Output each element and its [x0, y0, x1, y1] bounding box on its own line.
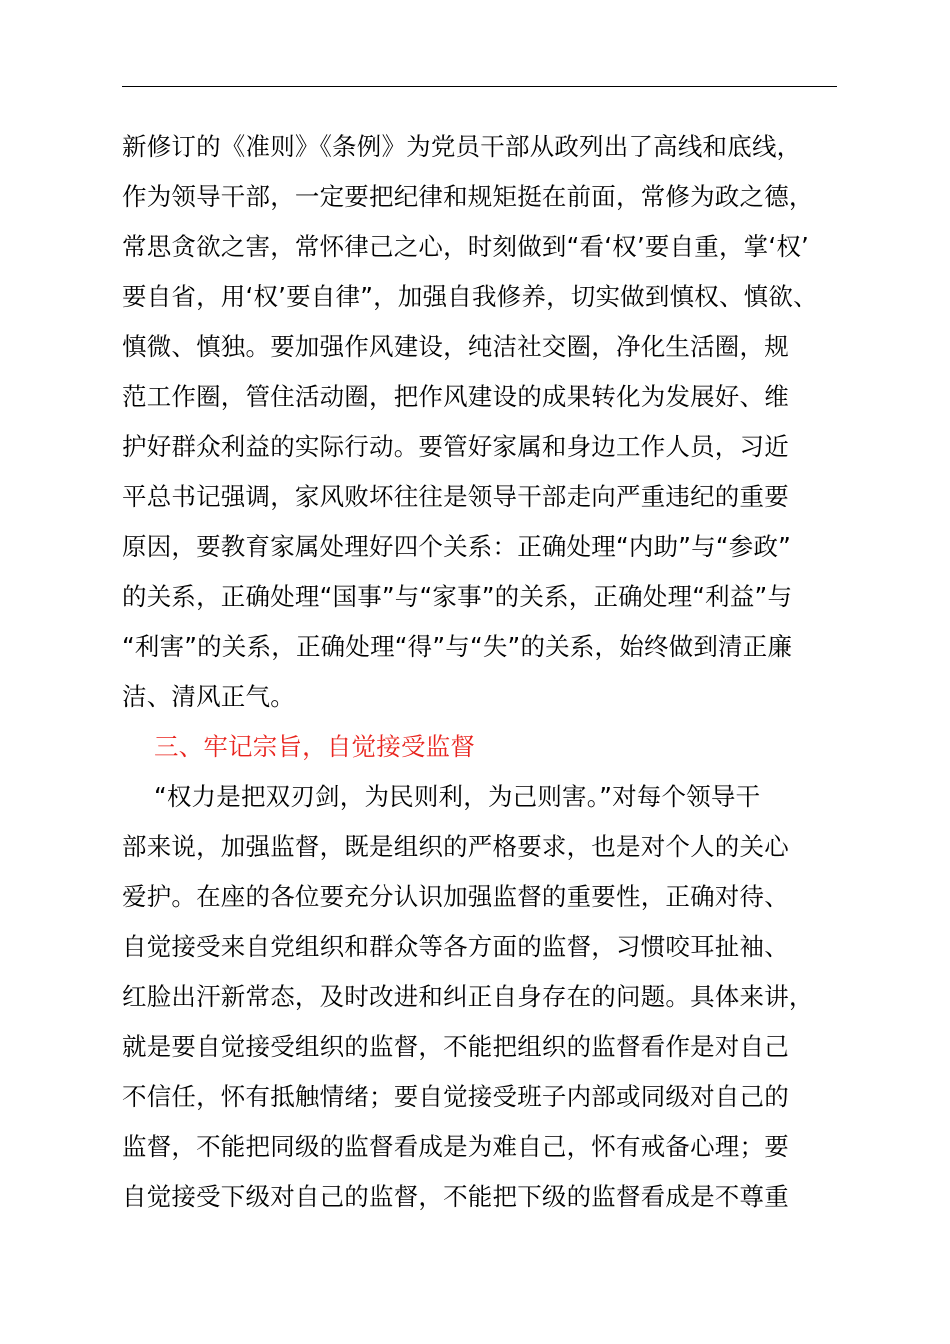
- document-body: [122, 122, 862, 1222]
- text-line: 自觉接受来自党组织和群众等各方面的监督，习惯咬耳扯袖、: [122, 932, 789, 961]
- text-line: 部来说，加强监督，既是组织的严格要求，也是对个人的关心: [122, 832, 789, 861]
- text-line: 范工作圈，管住活动圈，把作风建设的成果转化为发展好、维: [122, 382, 789, 411]
- text-line: 的关系，正确处理“国事”与“家事”的关系，正确处理“利益”与: [122, 582, 793, 611]
- text-line: 护好群众利益的实际行动。要管好家属和身边工作人员，习近: [122, 432, 789, 461]
- text-line: 作为领导干部，一定要把纪律和规矩挺在前面，常修为政之德，: [122, 182, 814, 211]
- text-line: 新修订的《准则》《条例》为党员干部从政列出了高线和底线，: [122, 132, 802, 161]
- text-line: 洁、清风正气。: [122, 682, 295, 711]
- text-line: 原因，要教育家属处理好四个关系：正确处理“内助”与“参政”: [122, 532, 792, 561]
- text-line: “利害”的关系，正确处理“得”与“失”的关系，始终做到清正廉: [122, 632, 793, 661]
- text-line: 常思贪欲之害，常怀律己之心，时刻做到“看‘权’要自重，掌‘权’: [122, 232, 810, 261]
- text-line: “权力是把双刃剑，为民则利，为己则害。”对每个领导干: [122, 782, 761, 811]
- text-line: 爱护。在座的各位要充分认识加强监督的重要性，正确对待、: [122, 882, 789, 911]
- text-line: 平总书记强调，家风败坏往往是领导干部走向严重违纪的重要: [122, 482, 789, 511]
- text-line: 慎微、慎独。要加强作风建设，纯洁社交圈，净化生活圈，规: [122, 332, 789, 361]
- section-heading: 三、牢记宗旨，自觉接受监督: [122, 732, 476, 761]
- text-line: 就是要自觉接受组织的监督，不能把组织的监督看作是对自己: [122, 1032, 789, 1061]
- text-line: 监督，不能把同级的监督看成是为难自己，怀有戒备心理；要: [122, 1132, 789, 1161]
- text-line: 要自省，用‘权’要自律”，加强自我修养，切实做到慎权、慎欲、: [122, 282, 818, 311]
- header-rule: [122, 86, 837, 87]
- text-line: 不信任，怀有抵触情绪；要自觉接受班子内部或同级对自己的: [122, 1082, 789, 1111]
- text-line: 红脸出汗新常态，及时改进和纠正自身存在的问题。具体来讲，: [122, 982, 814, 1011]
- text-line: 自觉接受下级对自己的监督，不能把下级的监督看成是不尊重: [122, 1182, 789, 1211]
